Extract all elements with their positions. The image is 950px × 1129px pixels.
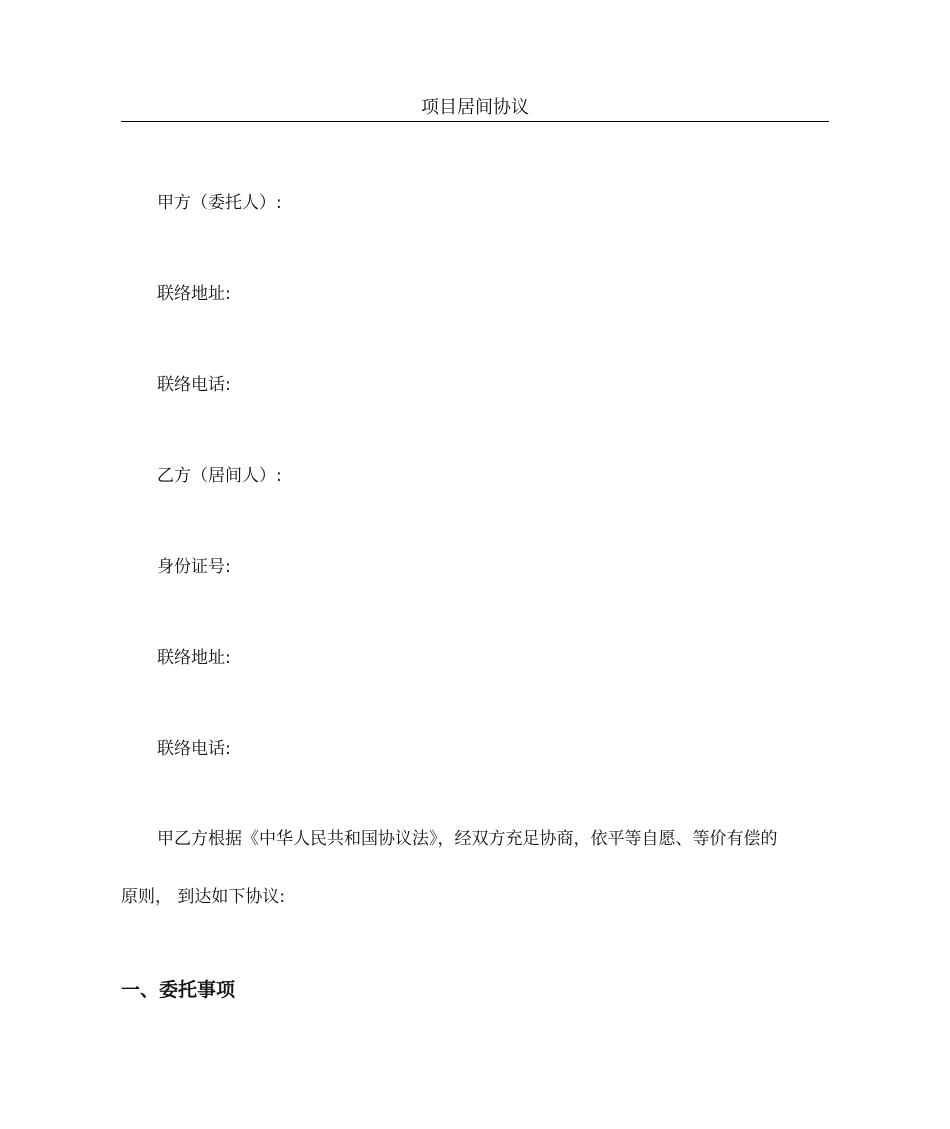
party-b-label: 乙方（居间人）: [157,466,282,486]
party-a-label: 甲方（委托人）: [157,193,282,213]
party-a-address-label: 联络地址: [157,284,231,304]
section-heading: 一、委托事项 [121,979,236,1001]
header-divider [121,121,829,122]
party-a-phone-label: 联络电话: [157,375,231,395]
agreement-paragraph-line-2: 原则， 到达如下协议: [121,887,286,907]
agreement-paragraph-line-1: 甲乙方根据《中华人民共和国协议法》，经双方充足协商，依平等自愿、等价有偿的 [157,829,778,849]
document-title: 项目居间协议 [421,97,529,118]
party-b-phone-label: 联络电话: [157,739,231,759]
party-b-id-label: 身份证号: [157,557,231,577]
party-b-address-label: 联络地址: [157,648,231,668]
